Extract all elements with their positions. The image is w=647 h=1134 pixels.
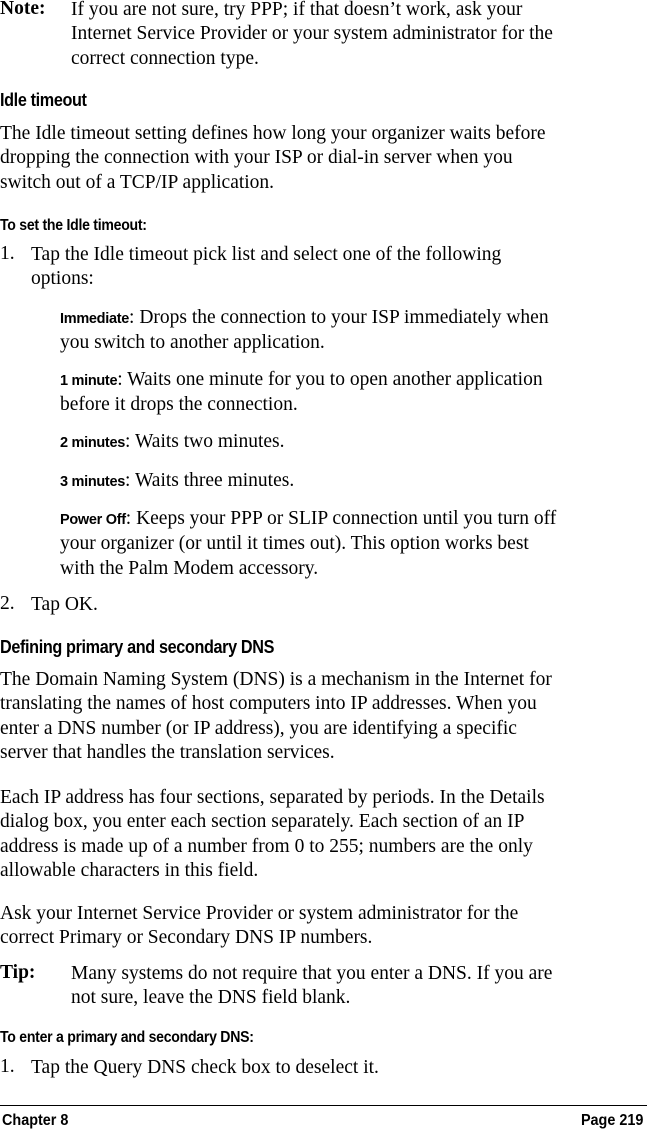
text-line: The Domain Naming System (DNS) is a mechanism in the Internet for: [0, 669, 552, 690]
tip: [0, 962, 639, 1011]
option-term: 1 minute: [60, 373, 118, 389]
text-line: dropping the connection with your ISP or dial-in server when you: [0, 147, 513, 169]
text-line: address is made up of a number from 0 to 255; numbers are the only: [0, 835, 533, 857]
option-description: : Keeps your PPP or SLIP connection until you turn off: [125, 508, 557, 529]
text-line: allowable characters in this field.: [0, 860, 259, 882]
text-line: Tap the Idle timeout pick list and select one of the following: [31, 244, 502, 265]
option-description: : Waits three minutes.: [125, 470, 295, 491]
text-line: The Idle timeout setting defines how long your organizer waits before: [0, 123, 546, 144]
option-line: [60, 507, 639, 532]
text-line: correct connection type.: [71, 47, 259, 69]
option-power-off: [0, 507, 639, 581]
idle-timeout-heading: Idle timeout: [0, 90, 87, 110]
dns-paragraph-2: [0, 786, 639, 884]
text-line: Ask your Internet Service Provider or system administrator for the: [0, 903, 519, 924]
option-description: your organizer (or until it times out). This option works best: [60, 533, 529, 555]
text-line: Many systems do not require that you enter a DNS. If you are: [71, 963, 553, 984]
option-line: [60, 430, 639, 455]
dns-step-1: [0, 1056, 639, 1080]
text-line: dialog box, you enter each section separately. Each section of an IP: [0, 811, 525, 833]
text-line: options:: [31, 268, 94, 290]
dns-procedure-title: To enter a primary and secondary DNS:: [0, 1029, 254, 1046]
option-line: [60, 469, 639, 494]
text-line: server that handles the translation services.: [0, 742, 335, 764]
text-line: correct Primary or Secondary DNS IP numbers.: [0, 927, 373, 949]
option-term: 2 minutes: [60, 435, 125, 451]
text-line: translating the names of host computers into IP addresses. When you: [0, 693, 537, 715]
step-number: 1.: [0, 243, 15, 264]
option-3-minutes: [0, 469, 639, 494]
option-description: : Waits one minute for you to open another application: [117, 369, 543, 390]
option-line: [60, 331, 639, 355]
option-description: : Waits two minutes.: [125, 431, 285, 452]
idle-step-1: [0, 243, 639, 292]
dns-heading: Defining primary and secondary DNS: [0, 637, 275, 657]
step-number: 1.: [0, 1056, 15, 1077]
tip-label: Tip:: [0, 962, 36, 983]
option-line: [60, 393, 639, 417]
option-term: 3 minutes: [60, 474, 125, 490]
option-1-minute: [0, 368, 639, 418]
text-line: not sure, leave the DNS field blank.: [71, 987, 351, 1009]
dns-paragraph-3: [0, 902, 639, 951]
option-description: : Drops the connection to your ISP immediately when: [129, 307, 549, 328]
step-text: Tap the Query DNS check box to deselect it.: [31, 1057, 379, 1078]
option-term: Power Off: [60, 512, 126, 528]
option-line: [60, 306, 639, 331]
text-line: Internet Service Provider or your system administrator for the: [71, 23, 553, 45]
idle-step-2: [0, 593, 639, 617]
text-line: Each IP address has four sections, separated by periods. In the Details: [0, 787, 545, 808]
option-description: before it drops the connection.: [60, 394, 298, 416]
text-line: enter a DNS number (or IP address), you are identifying a specific: [0, 717, 517, 739]
option-line: [60, 557, 639, 581]
step-text: Tap OK.: [31, 594, 98, 615]
text-line: If you are not sure, try PPP; if that doesn’t work, ask your: [71, 0, 523, 20]
note: [0, 0, 639, 71]
option-2-minutes: [0, 430, 639, 455]
step-number: 2.: [0, 593, 15, 614]
footer-divider: [0, 1105, 647, 1106]
note-label: Note:: [0, 0, 46, 19]
footer-page-number: Page 219: [580, 1112, 643, 1129]
option-term: Immediate: [60, 311, 130, 327]
idle-procedure-title: To set the Idle timeout:: [0, 217, 147, 234]
dns-paragraph-1: [0, 668, 639, 766]
option-description: with the Palm Modem accessory.: [60, 557, 319, 579]
option-immediate: [0, 306, 639, 356]
option-description: you switch to another application.: [60, 332, 325, 354]
text-line: switch out of a TCP/IP application.: [0, 171, 275, 193]
option-line: [60, 368, 639, 393]
option-line: [60, 532, 639, 556]
footer-chapter: Chapter 8: [2, 1112, 69, 1129]
idle-intro: [0, 122, 639, 195]
